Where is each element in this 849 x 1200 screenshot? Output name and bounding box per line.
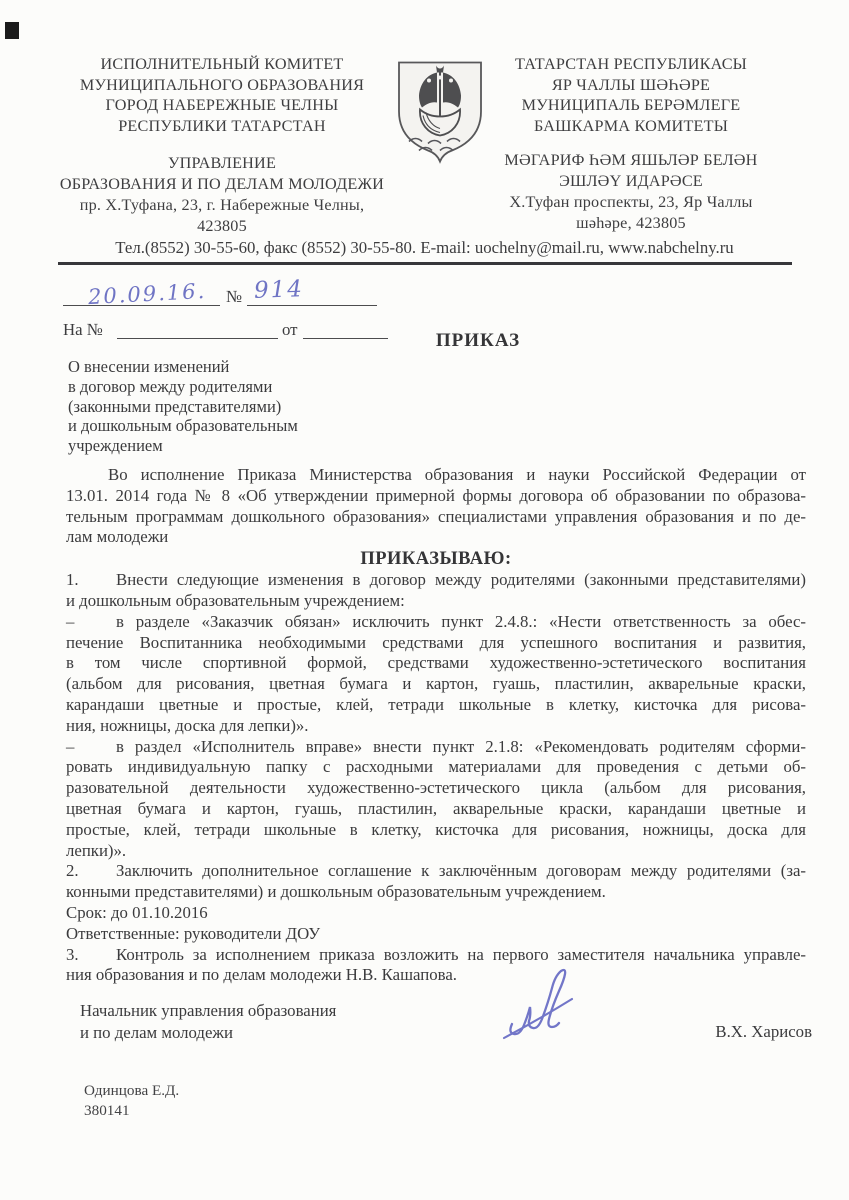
list-item (66, 737, 806, 758)
list-item (66, 861, 806, 882)
executor-block (84, 1081, 179, 1121)
reply-number-blank-line (117, 322, 278, 339)
subject-line: учреждением (68, 436, 163, 456)
number-sign-label: № (226, 287, 243, 306)
item-number: 1. (66, 570, 79, 590)
subject-line: О внесении изменений (68, 357, 230, 376)
org-line: ЯР ЧАЛЛЫ ШӘҺӘРЕ (551, 75, 711, 94)
dash-marker: – (66, 611, 75, 631)
org-line: МУНИЦИПАЛЬНОГО ОБРАЗОВАНИЯ (79, 75, 365, 94)
subject-line: (законными представителями) (68, 396, 282, 416)
body-line: лам молодежи (66, 527, 169, 547)
reply-date-blank-line (303, 322, 388, 339)
dept-postcode: 423805 (197, 217, 247, 235)
contact-line: Тел.(8552) 30-55-60, факс (8552) 30-55-80. E-mail: uochelny@mail.ru, www.nabchelny.ru (115, 238, 734, 257)
position-line: и по делам молодежи (80, 1022, 233, 1042)
executor-phone: 380141 (84, 1102, 130, 1119)
responsible-line: Ответственные: руководители ДОУ (66, 923, 321, 943)
body-line: разовательной деятельности художественно-эстетического цикла (альбом для рисования, (66, 778, 806, 798)
org-line: ИСПОЛНИТЕЛЬНЫЙ КОМИТЕТ (100, 55, 344, 73)
dept-address: пр. Х.Туфана, 23, г. Набережные Челны, (79, 196, 365, 214)
dept-address: Х.Туфан проспекты, 23, Яр Чаллы (509, 193, 753, 211)
term-line: Срок: до 01.10.2016 (66, 902, 208, 922)
item-number: 2. (66, 861, 79, 881)
signatory-name: В.Х. Харисов (715, 1022, 812, 1041)
body-line: Заключить дополнительное соглашение к заключённым договорам между родителями (за- (116, 861, 806, 881)
issuer-org-tatar (478, 54, 784, 136)
body-line: 13.01. 2014 года № 8 «Об утверждении примерной формы договора об образовании по образова- (66, 485, 806, 505)
body-line: в раздел «Исполнитель вправе» внести пункт 2.1.8: «Рекомендовать родителям сформи- (116, 736, 806, 756)
handwritten-number: 914 (253, 276, 305, 304)
list-item (66, 570, 806, 591)
org-line: БАШКАРМА КОМИТЕТЫ (533, 116, 729, 135)
dept-line: ЭШЛӘҮ ИДАРӘСЕ (559, 172, 703, 190)
body-line: ровать индивидуальную папку с расходными материалами для проведения с детьми об- (66, 757, 806, 777)
body-line: простые, клей, тетради школьные в клетку, кисточка для рисования, ножницы, доска для (66, 819, 806, 839)
scan-artifact-mark (5, 22, 19, 39)
dept-line: ОБРАЗОВАНИЯ И ПО ДЕЛАМ МОЛОДЕЖИ (59, 175, 385, 193)
department-russian (56, 153, 388, 237)
dept-line: МӘГАРИФ ҺӘМ ЯШЬЛӘР БЕЛӘН (504, 151, 758, 169)
org-line: ТАТАРСТАН РЕСПУБЛИКАСЫ (514, 55, 748, 73)
order-body (66, 465, 806, 986)
body-line: Контроль за исполнением приказа возложить на первого заместителя начальника управле- (116, 944, 806, 964)
reply-from-label: от (282, 320, 298, 339)
org-line: ГОРОД НАБЕРЕЖНЫЕ ЧЕЛНЫ (105, 96, 339, 115)
body-line: Во исполнение Приказа Министерства образования и науки Российской Федерации от (108, 465, 806, 484)
list-item (66, 612, 806, 633)
body-line: лепки)». (66, 840, 127, 860)
department-tatar (470, 150, 792, 234)
dash-marker: – (66, 736, 75, 756)
handwritten-signature-icon (498, 958, 583, 1048)
body-line: печение Воспитанника необходимыми средствами для успешного воспитания и развития, (66, 632, 806, 652)
subject-line: в договор между родителями (68, 376, 273, 396)
body-line: тельным программам дошкольного образования» специалистами управления образования и по де- (66, 506, 806, 526)
order-subject (68, 357, 398, 456)
reply-to-number-label: На № (63, 320, 103, 339)
dept-postcode: шәһәре, 423805 (576, 214, 686, 232)
body-line: конными представителями) и дошкольным образовательным учреждением. (66, 882, 606, 902)
letterhead-divider (58, 262, 792, 265)
body-line: (альбом для рисования, цветная бумага и картон, гуашь, пластилин, акварельные краски, (66, 674, 806, 694)
issuer-org-russian (62, 54, 382, 136)
body-line: ния образования и по делам молодежи Н.В. Кашапова. (66, 965, 457, 985)
subject-line: и дошкольным образовательным (68, 416, 298, 436)
document-title: ПРИКАЗ (435, 330, 521, 351)
handwritten-date: 20.09.16. (87, 278, 207, 310)
body-line: и дошкольным образовательным учреждением: (66, 590, 405, 610)
list-item (66, 945, 806, 966)
body-line: Внести следующие изменения в договор между родителями (законными представителями) (116, 570, 806, 590)
body-line: цветная бумага и картон, гуашь, пластилин, акварельные краски, карандаши цветные и (66, 798, 806, 818)
signatory-position (80, 1000, 336, 1043)
org-line: РЕСПУБЛИКИ ТАТАРСТАН (118, 116, 326, 135)
body-line: карандаши цветные и простые, клей, тетради школьные в клетку, кисточка для рисова- (66, 694, 806, 714)
executor-name: Одинцова Е.Д. (84, 1082, 180, 1099)
dept-line: УПРАВЛЕНИЕ (167, 154, 277, 172)
body-line: в разделе «Заказчик обязан» исключить пункт 2.4.8.: «Нести ответственность за обес- (116, 611, 806, 631)
body-line: ния, ножницы, доска для лепки)». (66, 715, 309, 735)
resolution-heading: ПРИКАЗЫВАЮ: (360, 549, 512, 570)
body-line: в том числе спортивной формой, средствами художественно-эстетического воспитания (66, 653, 806, 673)
position-line: Начальник управления образования (80, 1001, 337, 1020)
item-number: 3. (66, 944, 79, 964)
org-line: МУНИЦИПАЛЬ БЕРӘМЛЕГЕ (521, 96, 741, 115)
